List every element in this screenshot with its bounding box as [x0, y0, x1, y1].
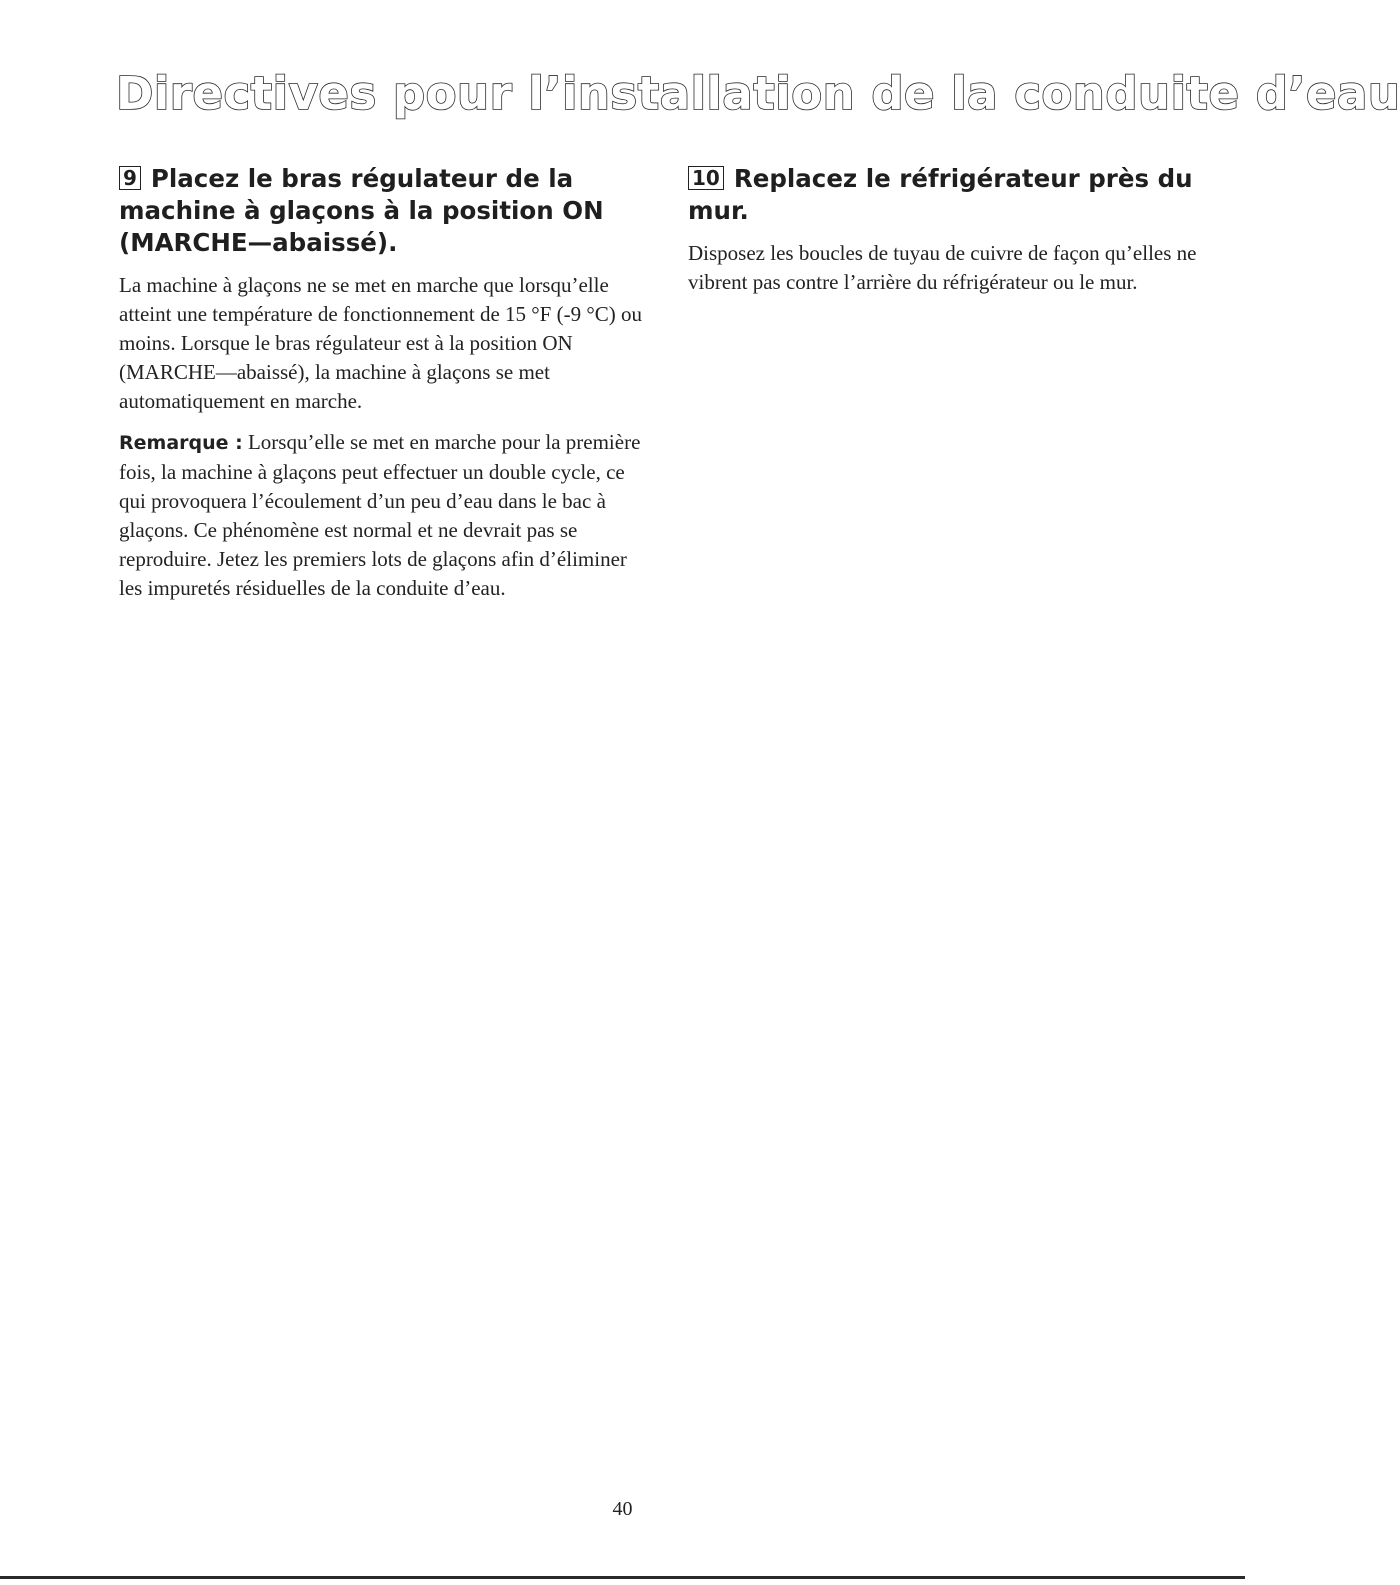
- step-9-heading-text: Placez le bras régulateur de la machine à glaçons à la position ON (MARCHE—abaissé).: [119, 164, 604, 257]
- step-10-section: [688, 163, 1198, 309]
- step-9-note: [119, 428, 644, 603]
- step-9-paragraph: La machine à glaçons ne se met en marche que lorsqu’elle atteint une température de fonctionnement de 15 °F (-9 °C) ou moins. Lorsque le bras régulateur est à la position ON (MARCHE—abaissé), la machine à glaçons se met automatiquement en marche.: [119, 273, 642, 413]
- step-10-number-badge: 10: [688, 166, 724, 190]
- step-10-heading-text: Replacez le réfrigérateur près du mur.: [688, 164, 1193, 225]
- step-9-section: [119, 163, 644, 615]
- step-9-heading: [119, 163, 644, 259]
- note-label: Remarque :: [119, 432, 243, 454]
- bottom-rule: [0, 1576, 1245, 1579]
- page-title: Directives pour l’installation de la conduite d’eau: [116, 67, 1400, 120]
- step-9-number-badge: 9: [119, 166, 141, 190]
- note-text: Lorsqu’elle se met en marche pour la première fois, la machine à glaçons peut effectuer un double cycle, ce qui provoquera l’écoulement d’un peu d’eau dans le bac à glaçons. Ce phénomène est normal et ne devrait pas se reproduire. Jetez les premiers lots de glaçons afin d’éliminer les impuretés résiduelles de la conduite d’eau.: [119, 430, 641, 600]
- step-10-heading: [688, 163, 1198, 227]
- step-10-paragraph: Disposez les boucles de tuyau de cuivre de façon qu’elles ne vibrent pas contre l’arrière du réfrigérateur ou le mur.: [688, 241, 1197, 294]
- page-number: 40: [612, 1498, 633, 1520]
